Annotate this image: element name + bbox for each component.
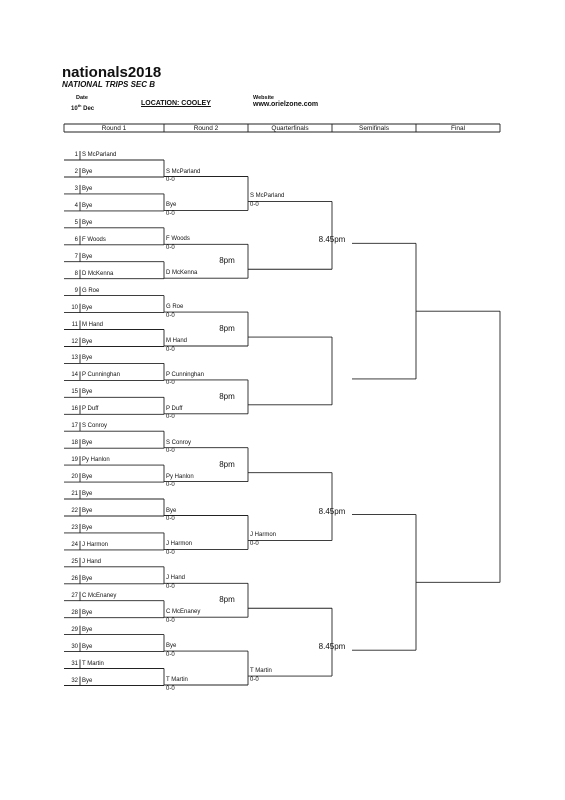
round1-name: Bye (82, 508, 93, 514)
match-time: 8pm (219, 324, 235, 334)
round2-name: C McEnaney (166, 609, 201, 616)
round1-name: S Conroy (82, 423, 108, 430)
round2-name: M Hand (166, 338, 188, 344)
round1-seed: 24 (71, 541, 78, 548)
round2-name: J Hand (166, 575, 186, 582)
round1-seed: 11 (71, 321, 78, 328)
round1-name: Bye (82, 169, 93, 175)
round1-name: Bye (82, 677, 93, 684)
round1-name: Bye (82, 643, 93, 650)
quarterfinal-name: J Harmon (250, 532, 277, 539)
round2-score: 0-0 (166, 516, 175, 522)
round1-name: Bye (82, 440, 93, 447)
round-header-5: Final (450, 125, 466, 132)
round2-name: G Roe (166, 304, 184, 311)
match-time: 8pm (219, 256, 235, 266)
round1-name: Bye (82, 491, 93, 497)
round1-seed: 16 (71, 406, 78, 413)
round1-seed: 7 (74, 253, 78, 260)
round1-seed: 12 (71, 338, 78, 345)
round1-seed: 13 (71, 355, 78, 362)
date-suffix: th (77, 103, 82, 108)
round2-name: T Martin (166, 677, 188, 683)
location: LOCATION: COOLEY (141, 100, 211, 107)
match-time: 8pm (219, 391, 235, 401)
match-time: 8.45pm (318, 642, 346, 652)
round2-name: Bye (166, 202, 177, 209)
quarterfinal-score: 0-0 (250, 676, 259, 683)
round2-score: 0-0 (166, 448, 175, 455)
round1-name: M Hand (82, 321, 104, 328)
round2-name: Bye (166, 643, 177, 650)
round2-score: 0-0 (166, 549, 175, 556)
round1-name: Bye (82, 219, 93, 226)
date-day: 10 (71, 106, 78, 112)
round1-seed: 4 (74, 202, 78, 209)
round1-seed: 15 (71, 389, 78, 396)
match-time: 8.45pm (318, 506, 346, 516)
round1-name: P Cunninghan (82, 372, 120, 379)
round1-name: Bye (82, 609, 93, 616)
round1-seed: 30 (71, 643, 78, 650)
round1-seed: 9 (74, 287, 78, 294)
round2-score: 0-0 (166, 414, 175, 421)
round2-name: F Woods (166, 236, 190, 243)
website-label: Website (253, 95, 274, 101)
round2-score: 0-0 (166, 651, 175, 658)
round1-seed: 21 (71, 491, 78, 497)
round1-name: Bye (82, 474, 93, 481)
round2-score: 0-0 (166, 583, 175, 590)
round2-name: Bye (166, 507, 177, 514)
date-label: Date (76, 95, 88, 101)
round1-name: S McParland (82, 152, 117, 158)
round1-seed: 17 (71, 423, 78, 430)
quarterfinal-name: T Martin (250, 668, 272, 675)
round1-seed: 31 (71, 660, 78, 667)
round1-name: Bye (82, 253, 93, 260)
round1-name: Bye (82, 185, 93, 192)
round1-name: D McKenna (82, 270, 114, 277)
round1-name: Bye (82, 202, 93, 209)
quarterfinal-score: 0-0 (250, 201, 259, 208)
round1-name: Bye (82, 524, 93, 531)
match-time: 8pm (219, 459, 235, 469)
round1-name: J Hand (82, 558, 102, 565)
round1-name: Bye (82, 626, 93, 633)
round2-name: D McKenna (166, 270, 198, 277)
round1-name: Bye (82, 338, 93, 345)
round2-score: 0-0 (166, 380, 175, 387)
round1-name: J Harmon (82, 541, 109, 548)
round1-seed: 32 (71, 677, 78, 684)
round2-score: 0-0 (166, 312, 175, 319)
round1-name: T Martin (82, 660, 104, 667)
round1-seed: 5 (74, 219, 78, 226)
round-header-4: Semifinals (359, 125, 389, 132)
round2-name: P Duff (166, 405, 183, 412)
website-link[interactable]: www.orielzone.com (253, 101, 319, 108)
round1-seed: 6 (74, 236, 78, 243)
round1-name: Bye (82, 304, 93, 311)
round2-name: J Harmon (166, 541, 193, 548)
round1-seed: 3 (74, 185, 78, 192)
quarterfinal-score: 0-0 (250, 540, 259, 547)
round1-name: Py Hanlon (82, 457, 110, 464)
round2-score: 0-0 (166, 617, 175, 624)
round1-seed: 28 (71, 609, 78, 616)
quarterfinal-name: S McParland (250, 193, 285, 200)
round1-seed: 18 (71, 440, 78, 447)
round1-name: G Roe (82, 287, 100, 294)
round2-name: S McParland (166, 168, 201, 175)
round1-seed: 25 (71, 558, 78, 565)
round1-name: F Woods (82, 236, 106, 243)
round1-name: C McEnaney (82, 592, 117, 599)
round2-score: 0-0 (166, 346, 175, 353)
round2-score: 0-0 (166, 685, 175, 692)
date-month: Dec (83, 106, 95, 112)
round2-score: 0-0 (166, 244, 175, 251)
page-subtitle: NATIONAL TRIPS SEC B (62, 80, 156, 89)
round1-seed: 20 (71, 474, 78, 481)
page-title: nationals2018 (62, 64, 162, 81)
round1-name: P Duff (82, 406, 99, 413)
round1-seed: 2 (74, 169, 78, 175)
round1-seed: 22 (71, 508, 78, 514)
round1-seed: 23 (71, 524, 78, 531)
round1-seed: 8 (74, 270, 78, 277)
match-time: 8.45pm (318, 235, 346, 245)
round1-name: Bye (82, 355, 93, 362)
round2-name: Py Hanlon (166, 473, 194, 480)
round1-name: Bye (82, 389, 93, 396)
round2-score: 0-0 (166, 210, 175, 217)
round1-seed: 29 (71, 626, 78, 633)
round1-seed: 14 (71, 372, 78, 379)
round-header-2: Round 2 (193, 125, 219, 132)
round1-seed: 10 (71, 304, 78, 311)
match-time: 8pm (219, 595, 235, 605)
round1-seed: 1 (74, 152, 78, 158)
round2-name: P Cunninghan (166, 371, 204, 378)
round2-score: 0-0 (166, 177, 175, 183)
round2-name: S Conroy (166, 439, 192, 446)
round1-name: Bye (82, 575, 93, 582)
round1-seed: 19 (71, 457, 78, 464)
round1-seed: 27 (71, 592, 78, 599)
round1-seed: 26 (71, 575, 78, 582)
round-header-3: Quarterfinals (271, 125, 309, 132)
round-header-1: Round 1 (101, 125, 127, 132)
round2-score: 0-0 (166, 482, 175, 489)
